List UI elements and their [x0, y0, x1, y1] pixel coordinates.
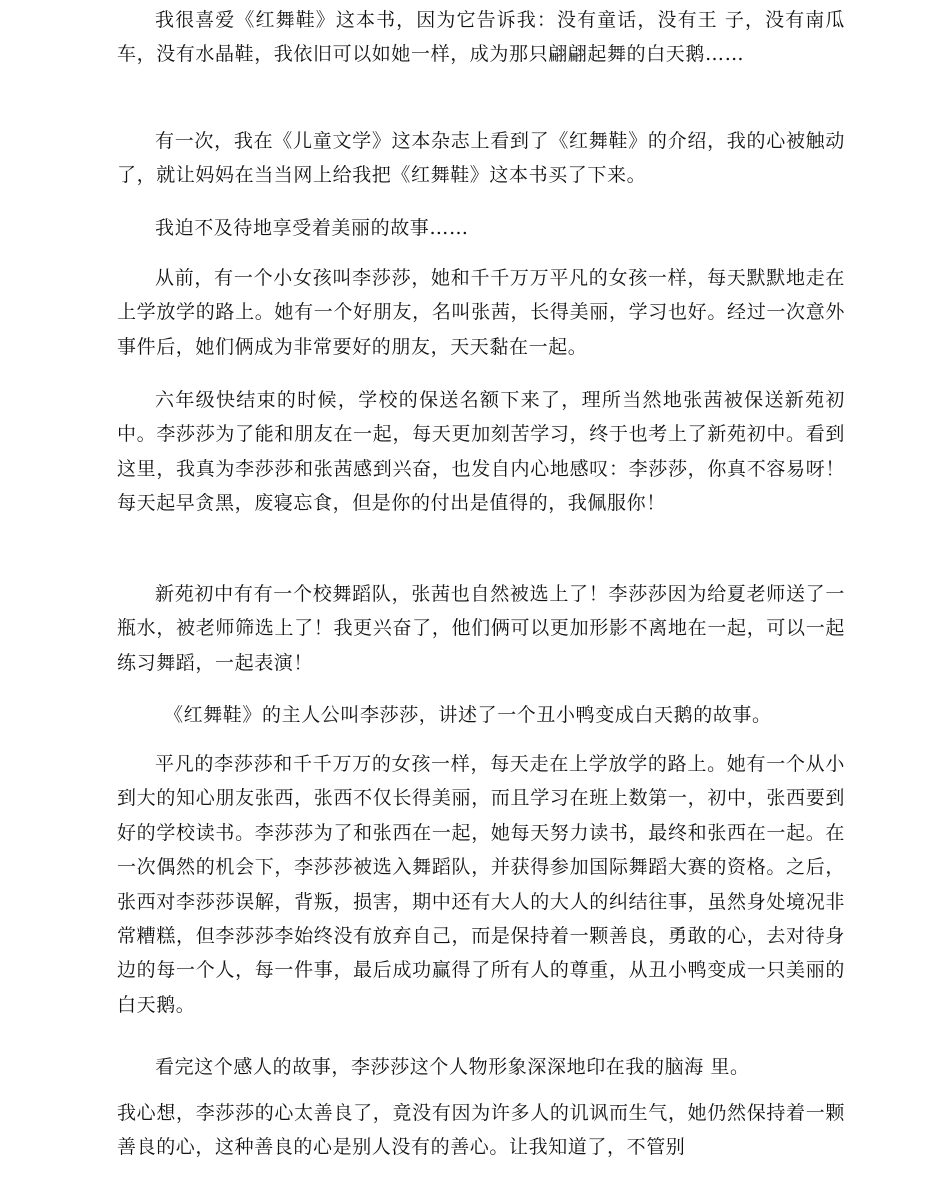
paragraph-5: 六年级快结束的时候，学校的保送名额下来了，理所当然地张茜被保送新苑初中。李莎莎为了能和朋友在一起，每天更加刻苦学习，终于也考上了新苑初中。看到这里，我真为李莎莎和张茜感到兴奋，也发自内心地感叹：李莎莎，你真不容易呀！每天起早贪黑，废寝忘食，但是你的付出是值得的，我佩服你！ — [117, 389, 845, 515]
paragraph-9: 看完这个感人的故事，李莎莎这个人物形象深深地印在我的脑海 里。 — [155, 1056, 750, 1078]
paragraph-1: 我很喜爱《红舞鞋》这本书，因为它告诉我：没有童话，没有王 子，没有南瓜车，没有水晶鞋，我依旧可以如她一样，成为那只翩翩起舞的白天鹅…… — [117, 9, 845, 66]
paragraph-7: 《红舞鞋》的主人公叫李莎莎，讲述了一个丑小鸭变成白天鹅的故事。 — [164, 704, 772, 726]
paragraph-6: 新苑初中有有一个校舞蹈队，张茜也自然被选上了！李莎莎因为给夏老师送了一瓶水，被老师筛选上了！我更兴奋了，他们俩可以更加形影不离地在一起，可以一起练习舞蹈，一起表演！ — [117, 583, 845, 674]
paragraph-8: 平凡的李莎莎和千千万万的女孩一样，每天走在上学放学的路上。她有一个从小到大的知心朋友张西，张西不仅长得美丽，而且学习在班上数第一，初中，张西要到好的学校读书。李莎莎为了和张西在一起，她每天努力读书，最终和张西在一起。在一次偶然的机会下，李莎莎被选入舞蹈队，并获得参加国际舞蹈大赛的资格。之后，张西对李莎莎误解，背叛，损害，期中还有大人的大人的纠结往事，虽然身处境况非常糟糕，但李莎莎李始终没有放弃自己，而是保持着一颗善良，勇敢的心，去对待身边的每一个人，每一件事，最后成功赢得了所有人的尊重，从丑小鸭变成一只美丽的白天鹅。 — [117, 753, 845, 1016]
paragraph-3: 我迫不及待地享受着美丽的故事…… — [155, 217, 469, 239]
paragraph-10: 我心想，李莎莎的心太善良了，竟没有因为许多人的讥讽而生气，她仍然保持着一颗善良的心，这种善良的心是别人没有的善心。让我知道了，不管别 — [117, 1102, 845, 1159]
paragraph-2: 有一次，我在《儿童文学》这本杂志上看到了《红舞鞋》的介绍，我的心被触动了，就让妈妈在当当网上给我把《红舞鞋》这本书买了下来。 — [117, 130, 845, 187]
paragraph-4: 从前，有一个小女孩叫李莎莎，她和千千万万平凡的女孩一样，每天默默地走在上学放学的路上。她有一个好朋友，名叫张茜，长得美丽，学习也好。经过一次意外事件后，她们俩成为非常要好的朋友，天天黏在一起。 — [117, 267, 845, 358]
